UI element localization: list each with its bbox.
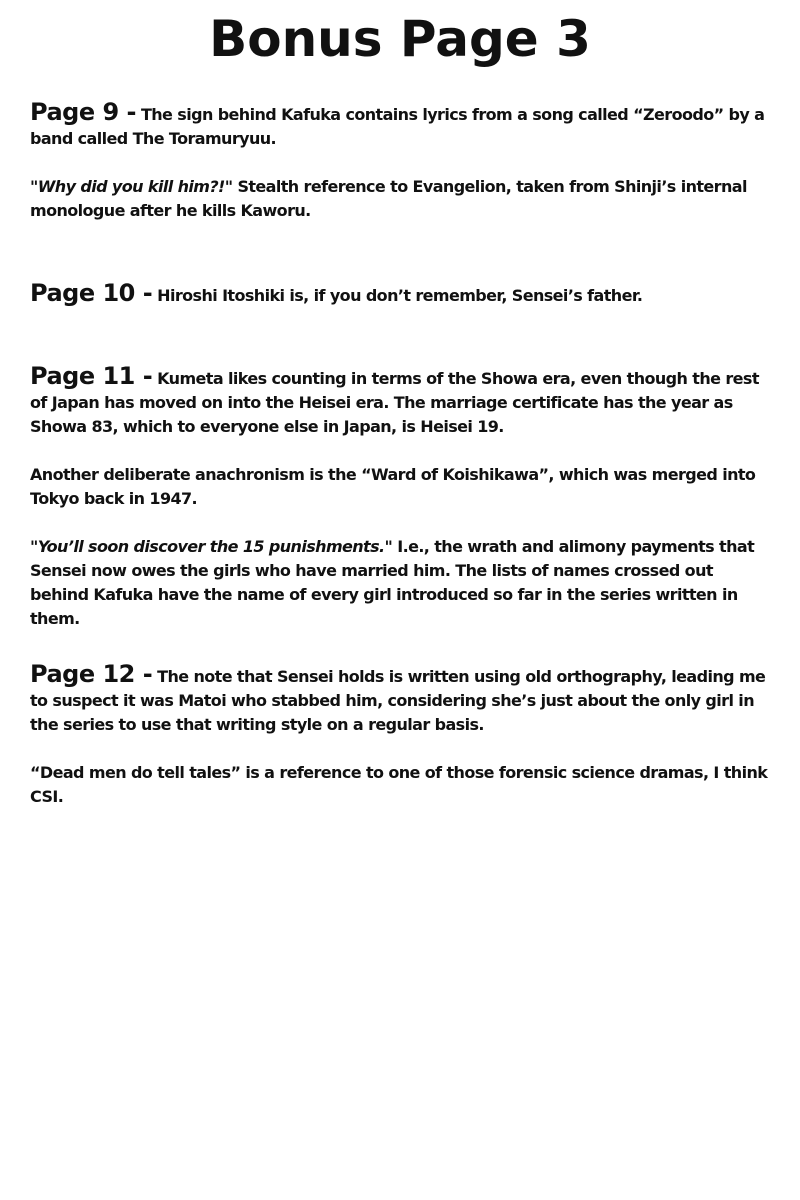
paragraph-text: Another deliberate anachronism is the “Ward of Koishikawa”, which was merged into Tokyo back in 1947. <box>30 465 756 508</box>
section-heading: Page 12 - <box>30 660 153 688</box>
section-page-9 <box>30 100 775 223</box>
paragraph <box>30 535 775 631</box>
section-page-10 <box>30 281 775 308</box>
paragraph <box>30 463 775 511</box>
paragraph <box>30 761 775 809</box>
paragraph-text: The sign behind Kafuka contains lyrics from a song called “Zeroodo” by a band called The Toramuryuu. <box>30 105 765 148</box>
paragraph-text: The note that Sensei holds is written using old orthography, leading me to suspect it was Matoi who stabbed him, considering she’s just about the only girl in the series to use that writing style on a regular basis. <box>30 667 766 734</box>
paragraph-text: “Dead men do tell tales” is a reference to one of those forensic science dramas, I think CSI. <box>30 763 768 806</box>
section-heading: Page 10 - <box>30 279 153 307</box>
paragraph <box>30 662 775 737</box>
quote-text: "You’ll soon discover the 15 punishments." <box>30 537 393 556</box>
paragraph-text: Stealth reference to Evangelion, taken from Shinji’s internal monologue after he kills Kaworu. <box>30 177 747 220</box>
section-page-11 <box>30 364 775 631</box>
paragraph-text: Hiroshi Itoshiki is, if you don’t remember, Sensei’s father. <box>157 286 643 305</box>
quote-text: "Why did you kill him?!" <box>30 177 233 196</box>
section-heading: Page 11 - <box>30 362 153 390</box>
section-heading: Page 9 - <box>30 98 136 126</box>
section-page-12 <box>30 662 775 809</box>
paragraph <box>30 364 775 439</box>
paragraph <box>30 100 775 151</box>
paragraph-text: Kumeta likes counting in terms of the Showa era, even though the rest of Japan has moved on into the Heisei era. The marriage certificate has the year as Showa 83, which to everyone else in Japan, is Heisei 19. <box>30 369 759 436</box>
paragraph <box>30 281 775 308</box>
paragraph-text: I.e., the wrath and alimony payments that Sensei now owes the girls who have married him. The lists of names crossed out behind Kafuka have the name of every girl introduced so far in the series written in them. <box>30 537 755 628</box>
page-title: Bonus Page 3 <box>209 10 591 68</box>
paragraph <box>30 175 775 223</box>
